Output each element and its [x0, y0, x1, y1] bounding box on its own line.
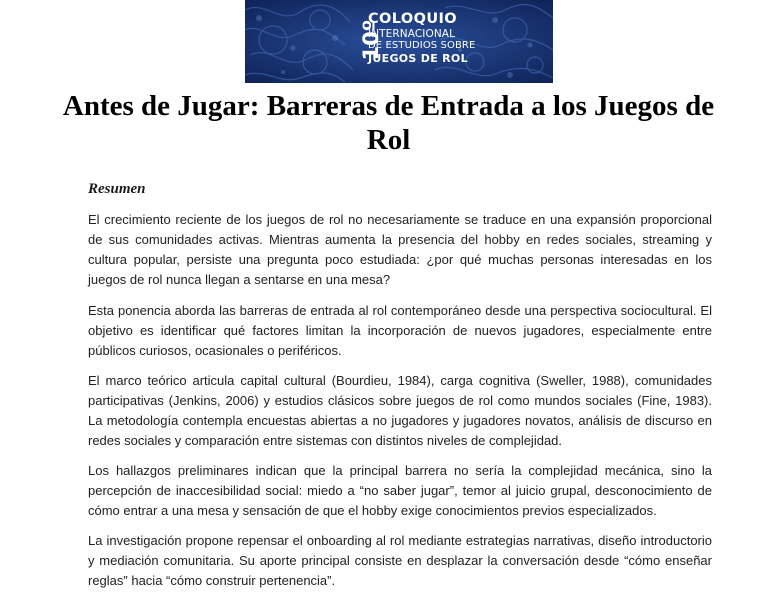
abstract-paragraph-1: El crecimiento reciente de los juegos de rol no necesariamente se traduce en una expansión proporcional de sus comunidades activas. Mientras aumenta la presencia del hobby en redes sociales, streaming y cultura popular, persiste una pregunta poco estudiada: ¿por qué muchas personas interesadas en los juegos de rol nunca llegan a sentarse en una mesa? — [88, 212, 712, 287]
edition-number: 10º — [359, 19, 383, 61]
abstract-paragraph-5: La investigación propone repensar el onboarding al rol mediante estrategias narrativas, diseño introductorio y mediación comunitaria. Su aporte principal consiste en desplazar la conversación desde “cómo enseñar reglas” hacia “cómo construir pertenencia”. — [88, 533, 712, 588]
conference-name-line-3: DE ESTUDIOS SOBRE — [368, 40, 476, 51]
conference-banner — [245, 0, 553, 83]
section-heading-abstract: Resumen — [88, 181, 146, 197]
conference-name-line-4: JUEGOS DE ROL — [368, 52, 468, 65]
abstract-paragraph-3: El marco teórico articula capital cultural (Bourdieu, 1984), carga cognitiva (Sweller, 1988), comunidades participativas (Jenkins, 2006) y estudios clásicos sobre juegos de rol como mundos sociales (Fine, 1983). La metodología contempla encuestas abiertas a no jugadores y jugadores novatos, análisis de discurso en redes sociales y comparación entre sistemas con distintos niveles de complejidad. — [88, 373, 712, 448]
conference-name-line-1: COLOQUIO — [368, 11, 458, 27]
abstract-paragraph-2: Esta ponencia aborda las barreras de entrada al rol contemporáneo desde una perspectiva sociocultural. El objetivo es identificar qué factores limitan la incorporación de nuevos jugadores, especialmente entre públicos curiosos, ocasionales o periféricos. — [88, 303, 712, 358]
abstract-body — [88, 210, 712, 601]
document-title: Antes de Jugar: Barreras de Entrada a los Juegos de Rol — [62, 90, 715, 156]
conference-name — [368, 12, 475, 64]
abstract-paragraph-4: Los hallazgos preliminares indican que la principal barrera no sería la complejidad mecánica, sino la percepción de inaccesibilidad social: miedo a “no saber jugar”, temor al juicio grupal, desconocimiento de cómo entrar a una mesa y sensación de que el hobby exige conocimientos previos especializados. — [88, 463, 712, 518]
conference-name-line-2: INTERNACIONAL — [368, 27, 456, 40]
